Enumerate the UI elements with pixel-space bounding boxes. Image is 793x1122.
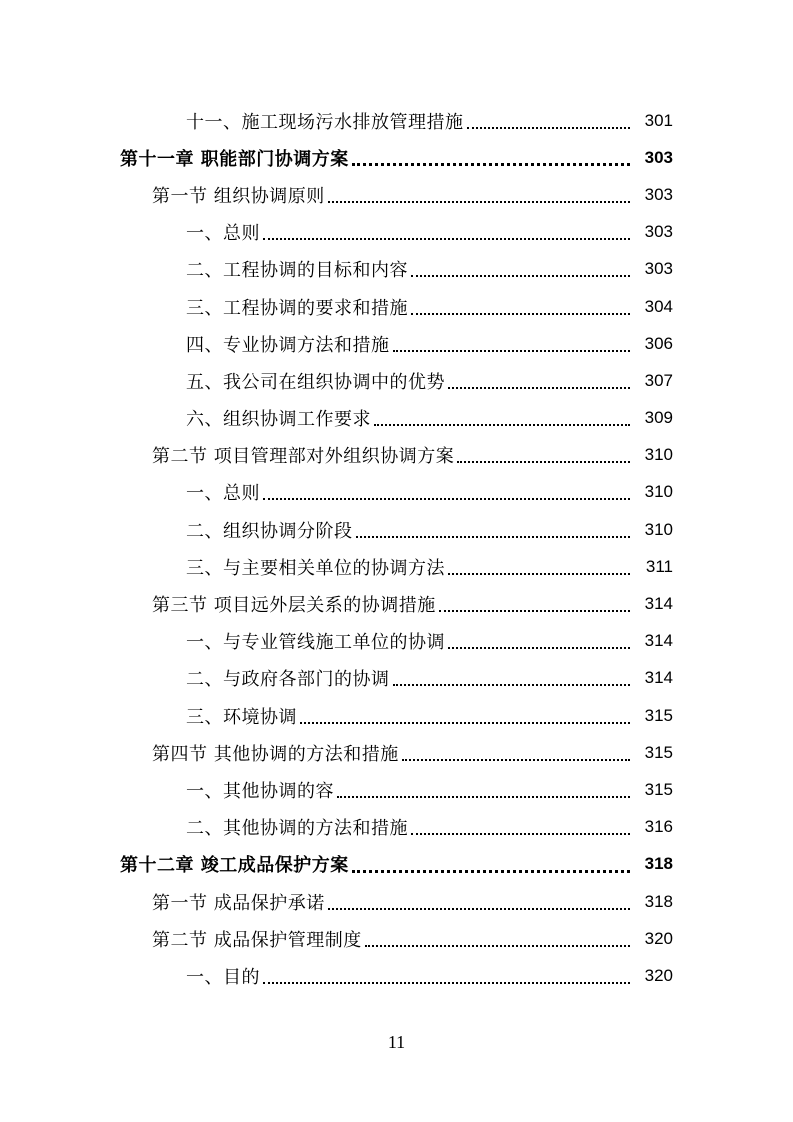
toc-entry[interactable] bbox=[0, 437, 793, 474]
toc-entry-title: 第十一章 职能部门协调方案 bbox=[120, 148, 349, 170]
toc-dot-leader bbox=[402, 741, 630, 761]
toc-dot-leader bbox=[439, 592, 630, 612]
toc-entry-title: 一、其他协调的容 bbox=[186, 780, 334, 802]
toc-dot-leader bbox=[448, 555, 630, 575]
toc-entry[interactable] bbox=[0, 325, 793, 362]
toc-entry-title: 十一、施工现场污水排放管理措施 bbox=[186, 111, 464, 133]
toc-entry-page: 315 bbox=[644, 705, 673, 725]
toc-entry-title: 二、其他协调的方法和措施 bbox=[186, 818, 408, 840]
toc-entry[interactable] bbox=[0, 139, 793, 176]
toc-entry-title: 二、工程协调的目标和内容 bbox=[186, 260, 408, 282]
toc-entry-page: 320 bbox=[644, 928, 673, 948]
toc-entry-page: 303 bbox=[644, 147, 673, 167]
toc-entry[interactable] bbox=[0, 585, 793, 622]
toc-entry-title: 一、总则 bbox=[186, 483, 260, 505]
toc-dot-leader bbox=[337, 778, 630, 798]
toc-entry[interactable] bbox=[0, 214, 793, 251]
toc-entry-title: 三、工程协调的要求和措施 bbox=[186, 297, 408, 319]
toc-entry-title: 二、与政府各部门的协调 bbox=[186, 669, 390, 691]
toc-entry-title: 二、组织协调分阶段 bbox=[186, 520, 353, 542]
toc-dot-leader bbox=[263, 220, 630, 240]
table-of-contents bbox=[0, 102, 793, 995]
toc-entry-title: 六、组织协调工作要求 bbox=[186, 409, 371, 431]
toc-dot-leader bbox=[448, 369, 630, 389]
toc-entry-page: 316 bbox=[644, 817, 673, 837]
toc-entry-page: 306 bbox=[644, 333, 673, 353]
toc-entry-page: 303 bbox=[644, 222, 673, 242]
toc-entry[interactable] bbox=[0, 102, 793, 139]
toc-dot-leader bbox=[263, 964, 630, 984]
toc-entry-title: 第十二章 竣工成品保护方案 bbox=[120, 855, 349, 877]
toc-entry-page: 315 bbox=[644, 779, 673, 799]
toc-dot-leader bbox=[457, 443, 630, 463]
toc-entry-title: 第三节 项目远外层关系的协调措施 bbox=[152, 595, 436, 617]
toc-entry-title: 一、与专业管线施工单位的协调 bbox=[186, 632, 445, 654]
toc-entry-page: 304 bbox=[644, 296, 673, 316]
toc-entry-page: 320 bbox=[644, 965, 673, 985]
toc-entry-page: 310 bbox=[644, 445, 673, 465]
toc-entry-title: 第一节 组织协调原则 bbox=[152, 185, 325, 207]
toc-dot-leader bbox=[356, 518, 631, 538]
toc-entry-title: 第一节 成品保护承诺 bbox=[152, 892, 325, 914]
toc-dot-leader bbox=[393, 666, 631, 686]
toc-entry-title: 五、我公司在组织协调中的优势 bbox=[186, 371, 445, 393]
toc-dot-leader bbox=[328, 890, 630, 910]
toc-entry[interactable] bbox=[0, 362, 793, 399]
toc-entry-title: 第二节 成品保护管理制度 bbox=[152, 929, 362, 951]
toc-dot-leader bbox=[411, 257, 630, 277]
toc-entry[interactable] bbox=[0, 251, 793, 288]
toc-entry-page: 314 bbox=[644, 668, 673, 688]
toc-entry[interactable] bbox=[0, 548, 793, 585]
toc-entry-page: 307 bbox=[644, 370, 673, 390]
toc-entry[interactable] bbox=[0, 883, 793, 920]
toc-entry-page: 314 bbox=[644, 594, 673, 614]
toc-entry-page: 310 bbox=[644, 482, 673, 502]
toc-entry[interactable] bbox=[0, 660, 793, 697]
toc-entry-page: 310 bbox=[644, 519, 673, 539]
toc-entry-title: 三、与主要相关单位的协调方法 bbox=[186, 557, 445, 579]
toc-entry-title: 三、环境协调 bbox=[186, 706, 297, 728]
toc-entry[interactable] bbox=[0, 809, 793, 846]
toc-entry-title: 四、专业协调方法和措施 bbox=[186, 334, 390, 356]
toc-entry[interactable] bbox=[0, 176, 793, 213]
toc-entry[interactable] bbox=[0, 288, 793, 325]
toc-entry-page: 311 bbox=[645, 556, 673, 576]
toc-entry[interactable] bbox=[0, 846, 793, 883]
toc-entry-page: 301 bbox=[644, 110, 673, 130]
toc-dot-leader bbox=[374, 406, 630, 426]
toc-dot-leader bbox=[411, 295, 630, 315]
toc-dot-leader bbox=[263, 480, 630, 500]
toc-entry[interactable] bbox=[0, 511, 793, 548]
toc-dot-leader bbox=[467, 109, 631, 129]
toc-entry-title: 第二节 项目管理部对外组织协调方案 bbox=[152, 446, 455, 468]
toc-entry-page: 318 bbox=[644, 891, 673, 911]
toc-entry[interactable] bbox=[0, 771, 793, 808]
toc-dot-leader bbox=[365, 927, 630, 947]
toc-dot-leader bbox=[411, 815, 630, 835]
toc-entry-page: 314 bbox=[644, 631, 673, 651]
toc-entry[interactable] bbox=[0, 697, 793, 734]
toc-dot-leader bbox=[352, 852, 630, 873]
toc-entry[interactable] bbox=[0, 920, 793, 957]
toc-entry-page: 318 bbox=[644, 854, 673, 874]
toc-entry-page: 309 bbox=[644, 408, 673, 428]
toc-dot-leader bbox=[393, 332, 631, 352]
toc-entry[interactable] bbox=[0, 623, 793, 660]
toc-dot-leader bbox=[352, 145, 630, 166]
toc-entry[interactable] bbox=[0, 400, 793, 437]
toc-dot-leader bbox=[300, 704, 630, 724]
toc-entry-page: 303 bbox=[644, 184, 673, 204]
toc-entry-title: 一、目的 bbox=[186, 966, 260, 988]
toc-dot-leader bbox=[448, 629, 630, 649]
toc-entry-page: 315 bbox=[644, 742, 673, 762]
toc-entry[interactable] bbox=[0, 734, 793, 771]
toc-entry-title: 一、总则 bbox=[186, 223, 260, 245]
toc-entry[interactable] bbox=[0, 957, 793, 994]
toc-entry-title: 第四节 其他协调的方法和措施 bbox=[152, 743, 399, 765]
toc-dot-leader bbox=[328, 183, 630, 203]
page-number: 11 bbox=[387, 1032, 406, 1052]
toc-entry[interactable] bbox=[0, 474, 793, 511]
toc-entry-page: 303 bbox=[644, 259, 673, 279]
